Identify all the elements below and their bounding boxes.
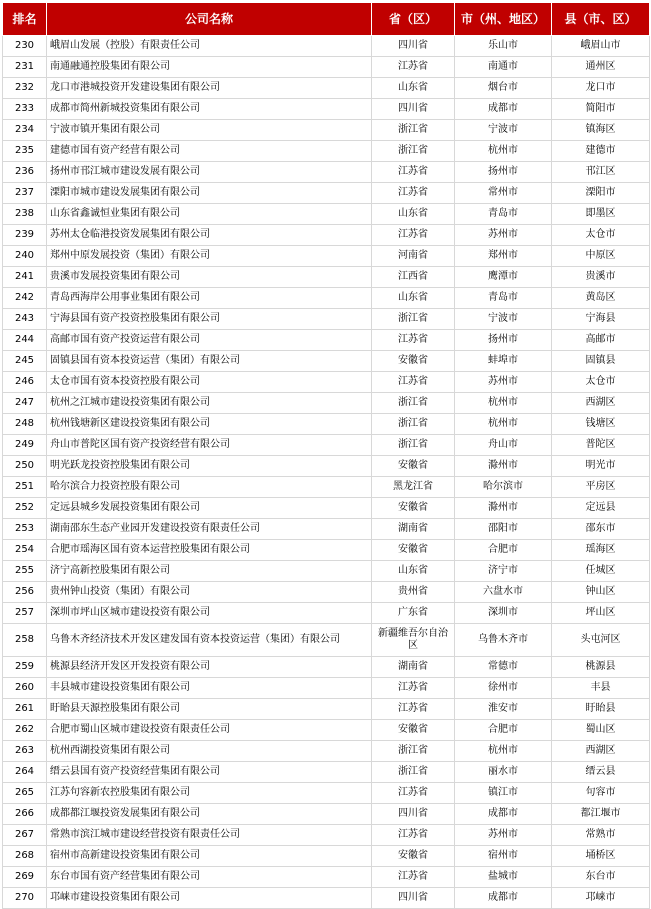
table-row bbox=[3, 36, 650, 57]
city-cell: 烟台市 bbox=[455, 78, 552, 99]
rank-cell: 268 bbox=[3, 846, 47, 867]
county-cell: 固镇县 bbox=[552, 351, 650, 372]
company-name-cell: 贵州钟山投资（集团）有限公司 bbox=[47, 582, 372, 603]
rank-cell: 232 bbox=[3, 78, 47, 99]
company-name-cell: 建德市国有资产经营有限公司 bbox=[47, 141, 372, 162]
city-cell: 济宁市 bbox=[455, 561, 552, 582]
ranking-table-container bbox=[2, 2, 650, 909]
table-row bbox=[3, 204, 650, 225]
province-cell: 浙江省 bbox=[372, 309, 455, 330]
company-name-cell: 江苏句容新农控股集团有限公司 bbox=[47, 783, 372, 804]
county-cell: 溧阳市 bbox=[552, 183, 650, 204]
rank-cell: 245 bbox=[3, 351, 47, 372]
city-cell: 盐城市 bbox=[455, 867, 552, 888]
province-cell: 黑龙江省 bbox=[372, 477, 455, 498]
rank-cell: 267 bbox=[3, 825, 47, 846]
province-cell: 浙江省 bbox=[372, 435, 455, 456]
rank-cell: 238 bbox=[3, 204, 47, 225]
rank-cell: 235 bbox=[3, 141, 47, 162]
city-cell: 杭州市 bbox=[455, 741, 552, 762]
header-county: 县（市、区） bbox=[552, 3, 650, 36]
province-cell: 安徽省 bbox=[372, 846, 455, 867]
province-cell: 浙江省 bbox=[372, 741, 455, 762]
table-row bbox=[3, 267, 650, 288]
rank-cell: 243 bbox=[3, 309, 47, 330]
table-row bbox=[3, 456, 650, 477]
city-cell: 成都市 bbox=[455, 888, 552, 909]
company-name-cell: 成都市简州新城投资集团有限公司 bbox=[47, 99, 372, 120]
company-name-cell: 哈尔滨合力投资控股有限公司 bbox=[47, 477, 372, 498]
county-cell: 瑶海区 bbox=[552, 540, 650, 561]
company-name-cell: 定远县城乡发展投资集团有限公司 bbox=[47, 498, 372, 519]
rank-cell: 230 bbox=[3, 36, 47, 57]
company-name-cell: 南通融通控股集团有限公司 bbox=[47, 57, 372, 78]
county-cell: 平房区 bbox=[552, 477, 650, 498]
city-cell: 合肥市 bbox=[455, 720, 552, 741]
county-cell: 贵溪市 bbox=[552, 267, 650, 288]
city-cell: 苏州市 bbox=[455, 825, 552, 846]
rank-cell: 241 bbox=[3, 267, 47, 288]
company-name-cell: 常熟市滨江城市建设经营投资有限责任公司 bbox=[47, 825, 372, 846]
table-row bbox=[3, 582, 650, 603]
rank-cell: 252 bbox=[3, 498, 47, 519]
company-name-cell: 山东省鑫诚恒业集团有限公司 bbox=[47, 204, 372, 225]
county-cell: 句容市 bbox=[552, 783, 650, 804]
city-cell: 镇江市 bbox=[455, 783, 552, 804]
city-cell: 苏州市 bbox=[455, 372, 552, 393]
table-row bbox=[3, 540, 650, 561]
company-name-cell: 杭州之江城市建设投资集团有限公司 bbox=[47, 393, 372, 414]
county-cell: 高邮市 bbox=[552, 330, 650, 351]
rank-cell: 249 bbox=[3, 435, 47, 456]
table-row bbox=[3, 288, 650, 309]
rank-cell: 242 bbox=[3, 288, 47, 309]
province-cell: 江苏省 bbox=[372, 57, 455, 78]
province-cell: 江苏省 bbox=[372, 183, 455, 204]
company-name-cell: 太仓市国有资本投资控股有限公司 bbox=[47, 372, 372, 393]
header-province: 省（区） bbox=[372, 3, 455, 36]
company-name-cell: 合肥市蜀山区城市建设投资有限责任公司 bbox=[47, 720, 372, 741]
county-cell: 普陀区 bbox=[552, 435, 650, 456]
header-rank: 排名 bbox=[3, 3, 47, 36]
city-cell: 杭州市 bbox=[455, 141, 552, 162]
table-row bbox=[3, 141, 650, 162]
city-cell: 深圳市 bbox=[455, 603, 552, 624]
company-name-cell: 成都都江堰投资发展集团有限公司 bbox=[47, 804, 372, 825]
table-row bbox=[3, 846, 650, 867]
province-cell: 江苏省 bbox=[372, 225, 455, 246]
company-name-cell: 深圳市坪山区城市建设投资有限公司 bbox=[47, 603, 372, 624]
table-row bbox=[3, 741, 650, 762]
province-cell: 山东省 bbox=[372, 78, 455, 99]
table-row bbox=[3, 804, 650, 825]
county-cell: 钟山区 bbox=[552, 582, 650, 603]
city-cell: 蚌埠市 bbox=[455, 351, 552, 372]
rank-cell: 246 bbox=[3, 372, 47, 393]
table-row bbox=[3, 393, 650, 414]
city-cell: 宁波市 bbox=[455, 120, 552, 141]
county-cell: 任城区 bbox=[552, 561, 650, 582]
rank-cell: 263 bbox=[3, 741, 47, 762]
rank-cell: 231 bbox=[3, 57, 47, 78]
city-cell: 徐州市 bbox=[455, 678, 552, 699]
rank-cell: 250 bbox=[3, 456, 47, 477]
rank-cell: 264 bbox=[3, 762, 47, 783]
city-cell: 丽水市 bbox=[455, 762, 552, 783]
table-row bbox=[3, 783, 650, 804]
table-header bbox=[3, 3, 650, 36]
county-cell: 桃源县 bbox=[552, 657, 650, 678]
rank-cell: 269 bbox=[3, 867, 47, 888]
city-cell: 苏州市 bbox=[455, 225, 552, 246]
rank-cell: 234 bbox=[3, 120, 47, 141]
province-cell: 江西省 bbox=[372, 267, 455, 288]
city-cell: 合肥市 bbox=[455, 540, 552, 561]
province-cell: 四川省 bbox=[372, 99, 455, 120]
rank-cell: 254 bbox=[3, 540, 47, 561]
company-name-cell: 济宁高新控股集团有限公司 bbox=[47, 561, 372, 582]
province-cell: 新疆维吾尔自治区 bbox=[372, 624, 455, 657]
county-cell: 头屯河区 bbox=[552, 624, 650, 657]
table-row bbox=[3, 351, 650, 372]
rank-cell: 259 bbox=[3, 657, 47, 678]
company-name-cell: 湖南邵东生态产业园开发建设投资有限责任公司 bbox=[47, 519, 372, 540]
header-row bbox=[3, 3, 650, 36]
county-cell: 盱眙县 bbox=[552, 699, 650, 720]
city-cell: 淮安市 bbox=[455, 699, 552, 720]
city-cell: 乐山市 bbox=[455, 36, 552, 57]
company-name-cell: 宁波市镇开集团有限公司 bbox=[47, 120, 372, 141]
rank-cell: 260 bbox=[3, 678, 47, 699]
county-cell: 镇海区 bbox=[552, 120, 650, 141]
province-cell: 安徽省 bbox=[372, 351, 455, 372]
city-cell: 宿州市 bbox=[455, 846, 552, 867]
province-cell: 四川省 bbox=[372, 888, 455, 909]
province-cell: 浙江省 bbox=[372, 120, 455, 141]
table-row bbox=[3, 498, 650, 519]
table-row bbox=[3, 246, 650, 267]
table-row bbox=[3, 330, 650, 351]
table-row bbox=[3, 561, 650, 582]
province-cell: 江苏省 bbox=[372, 330, 455, 351]
city-cell: 扬州市 bbox=[455, 330, 552, 351]
province-cell: 江苏省 bbox=[372, 162, 455, 183]
county-cell: 宁海县 bbox=[552, 309, 650, 330]
ranking-table bbox=[2, 2, 650, 909]
table-row bbox=[3, 603, 650, 624]
rank-cell: 253 bbox=[3, 519, 47, 540]
table-row bbox=[3, 162, 650, 183]
rank-cell: 237 bbox=[3, 183, 47, 204]
company-name-cell: 杭州西湖投资集团有限公司 bbox=[47, 741, 372, 762]
table-row bbox=[3, 477, 650, 498]
company-name-cell: 乌鲁木齐经济技术开发区建发国有资本投资运营（集团）有限公司 bbox=[47, 624, 372, 657]
province-cell: 江苏省 bbox=[372, 783, 455, 804]
rank-cell: 233 bbox=[3, 99, 47, 120]
company-name-cell: 贵溪市发展投资集团有限公司 bbox=[47, 267, 372, 288]
table-row bbox=[3, 183, 650, 204]
table-row bbox=[3, 120, 650, 141]
rank-cell: 236 bbox=[3, 162, 47, 183]
county-cell: 东台市 bbox=[552, 867, 650, 888]
city-cell: 邵阳市 bbox=[455, 519, 552, 540]
header-city: 市（州、地区） bbox=[455, 3, 552, 36]
province-cell: 四川省 bbox=[372, 804, 455, 825]
county-cell: 邗江区 bbox=[552, 162, 650, 183]
company-name-cell: 盱眙县天源控股集团有限公司 bbox=[47, 699, 372, 720]
company-name-cell: 杭州钱塘新区建设投资集团有限公司 bbox=[47, 414, 372, 435]
province-cell: 安徽省 bbox=[372, 456, 455, 477]
county-cell: 埇桥区 bbox=[552, 846, 650, 867]
province-cell: 江苏省 bbox=[372, 699, 455, 720]
province-cell: 安徽省 bbox=[372, 540, 455, 561]
province-cell: 湖南省 bbox=[372, 519, 455, 540]
county-cell: 邵东市 bbox=[552, 519, 650, 540]
company-name-cell: 高邮市国有资产投资运营有限公司 bbox=[47, 330, 372, 351]
table-row bbox=[3, 78, 650, 99]
county-cell: 都江堰市 bbox=[552, 804, 650, 825]
province-cell: 湖南省 bbox=[372, 657, 455, 678]
county-cell: 黄岛区 bbox=[552, 288, 650, 309]
table-row bbox=[3, 519, 650, 540]
company-name-cell: 桃源县经济开发区开发投资有限公司 bbox=[47, 657, 372, 678]
city-cell: 哈尔滨市 bbox=[455, 477, 552, 498]
city-cell: 扬州市 bbox=[455, 162, 552, 183]
county-cell: 建德市 bbox=[552, 141, 650, 162]
province-cell: 山东省 bbox=[372, 288, 455, 309]
province-cell: 江苏省 bbox=[372, 867, 455, 888]
header-company-name: 公司名称 bbox=[47, 3, 372, 36]
company-name-cell: 合肥市瑶海区国有资本运营控股集团有限公司 bbox=[47, 540, 372, 561]
province-cell: 安徽省 bbox=[372, 720, 455, 741]
rank-cell: 244 bbox=[3, 330, 47, 351]
company-name-cell: 宁海县国有资产投资控股集团有限公司 bbox=[47, 309, 372, 330]
company-name-cell: 郑州中原发展投资（集团）有限公司 bbox=[47, 246, 372, 267]
county-cell: 丰县 bbox=[552, 678, 650, 699]
company-name-cell: 峨眉山发展（控股）有限责任公司 bbox=[47, 36, 372, 57]
county-cell: 太仓市 bbox=[552, 372, 650, 393]
rank-cell: 261 bbox=[3, 699, 47, 720]
table-row bbox=[3, 624, 650, 657]
province-cell: 江苏省 bbox=[372, 678, 455, 699]
county-cell: 蜀山区 bbox=[552, 720, 650, 741]
city-cell: 青岛市 bbox=[455, 288, 552, 309]
province-cell: 浙江省 bbox=[372, 762, 455, 783]
company-name-cell: 缙云县国有资产投资经营集团有限公司 bbox=[47, 762, 372, 783]
county-cell: 坪山区 bbox=[552, 603, 650, 624]
table-body bbox=[3, 36, 650, 909]
city-cell: 常州市 bbox=[455, 183, 552, 204]
rank-cell: 255 bbox=[3, 561, 47, 582]
province-cell: 山东省 bbox=[372, 561, 455, 582]
company-name-cell: 苏州太仓临港投资发展集团有限公司 bbox=[47, 225, 372, 246]
county-cell: 缙云县 bbox=[552, 762, 650, 783]
table-row bbox=[3, 657, 650, 678]
county-cell: 简阳市 bbox=[552, 99, 650, 120]
province-cell: 浙江省 bbox=[372, 393, 455, 414]
table-row bbox=[3, 699, 650, 720]
county-cell: 峨眉山市 bbox=[552, 36, 650, 57]
city-cell: 郑州市 bbox=[455, 246, 552, 267]
rank-cell: 265 bbox=[3, 783, 47, 804]
county-cell: 中原区 bbox=[552, 246, 650, 267]
province-cell: 安徽省 bbox=[372, 498, 455, 519]
table-row bbox=[3, 435, 650, 456]
province-cell: 浙江省 bbox=[372, 414, 455, 435]
province-cell: 四川省 bbox=[372, 36, 455, 57]
company-name-cell: 扬州市邗江城市建设发展有限公司 bbox=[47, 162, 372, 183]
county-cell: 即墨区 bbox=[552, 204, 650, 225]
table-row bbox=[3, 372, 650, 393]
province-cell: 广东省 bbox=[372, 603, 455, 624]
rank-cell: 251 bbox=[3, 477, 47, 498]
company-name-cell: 龙口市港城投资开发建设集团有限公司 bbox=[47, 78, 372, 99]
table-row bbox=[3, 99, 650, 120]
rank-cell: 266 bbox=[3, 804, 47, 825]
city-cell: 南通市 bbox=[455, 57, 552, 78]
table-row bbox=[3, 57, 650, 78]
city-cell: 常德市 bbox=[455, 657, 552, 678]
rank-cell: 240 bbox=[3, 246, 47, 267]
city-cell: 杭州市 bbox=[455, 393, 552, 414]
county-cell: 明光市 bbox=[552, 456, 650, 477]
table-row bbox=[3, 825, 650, 846]
rank-cell: 248 bbox=[3, 414, 47, 435]
province-cell: 山东省 bbox=[372, 204, 455, 225]
rank-cell: 256 bbox=[3, 582, 47, 603]
county-cell: 常熟市 bbox=[552, 825, 650, 846]
table-row bbox=[3, 888, 650, 909]
county-cell: 龙口市 bbox=[552, 78, 650, 99]
city-cell: 乌鲁木齐市 bbox=[455, 624, 552, 657]
county-cell: 西湖区 bbox=[552, 393, 650, 414]
table-row bbox=[3, 867, 650, 888]
province-cell: 河南省 bbox=[372, 246, 455, 267]
city-cell: 六盘水市 bbox=[455, 582, 552, 603]
city-cell: 滁州市 bbox=[455, 456, 552, 477]
table-row bbox=[3, 762, 650, 783]
company-name-cell: 舟山市普陀区国有资产投资经营有限公司 bbox=[47, 435, 372, 456]
city-cell: 舟山市 bbox=[455, 435, 552, 456]
county-cell: 通州区 bbox=[552, 57, 650, 78]
city-cell: 杭州市 bbox=[455, 414, 552, 435]
rank-cell: 247 bbox=[3, 393, 47, 414]
city-cell: 青岛市 bbox=[455, 204, 552, 225]
table-row bbox=[3, 720, 650, 741]
county-cell: 太仓市 bbox=[552, 225, 650, 246]
company-name-cell: 固镇县国有资本投资运营（集团）有限公司 bbox=[47, 351, 372, 372]
company-name-cell: 明光跃龙投资控股集团有限公司 bbox=[47, 456, 372, 477]
rank-cell: 262 bbox=[3, 720, 47, 741]
city-cell: 滁州市 bbox=[455, 498, 552, 519]
city-cell: 成都市 bbox=[455, 804, 552, 825]
province-cell: 江苏省 bbox=[372, 825, 455, 846]
table-row bbox=[3, 414, 650, 435]
rank-cell: 239 bbox=[3, 225, 47, 246]
city-cell: 鹰潭市 bbox=[455, 267, 552, 288]
company-name-cell: 丰县城市建设投资集团有限公司 bbox=[47, 678, 372, 699]
rank-cell: 257 bbox=[3, 603, 47, 624]
rank-cell: 258 bbox=[3, 624, 47, 657]
table-row bbox=[3, 678, 650, 699]
company-name-cell: 青岛西海岸公用事业集团有限公司 bbox=[47, 288, 372, 309]
company-name-cell: 东台市国有资产经营集团有限公司 bbox=[47, 867, 372, 888]
province-cell: 贵州省 bbox=[372, 582, 455, 603]
rank-cell: 270 bbox=[3, 888, 47, 909]
county-cell: 钱塘区 bbox=[552, 414, 650, 435]
city-cell: 成都市 bbox=[455, 99, 552, 120]
company-name-cell: 宿州市高新建设投资集团有限公司 bbox=[47, 846, 372, 867]
county-cell: 定远县 bbox=[552, 498, 650, 519]
province-cell: 江苏省 bbox=[372, 372, 455, 393]
province-cell: 浙江省 bbox=[372, 141, 455, 162]
city-cell: 宁波市 bbox=[455, 309, 552, 330]
table-row bbox=[3, 309, 650, 330]
table-row bbox=[3, 225, 650, 246]
county-cell: 西湖区 bbox=[552, 741, 650, 762]
county-cell: 邛崃市 bbox=[552, 888, 650, 909]
company-name-cell: 邛崃市建设投资集团有限公司 bbox=[47, 888, 372, 909]
company-name-cell: 溧阳市城市建设发展集团有限公司 bbox=[47, 183, 372, 204]
